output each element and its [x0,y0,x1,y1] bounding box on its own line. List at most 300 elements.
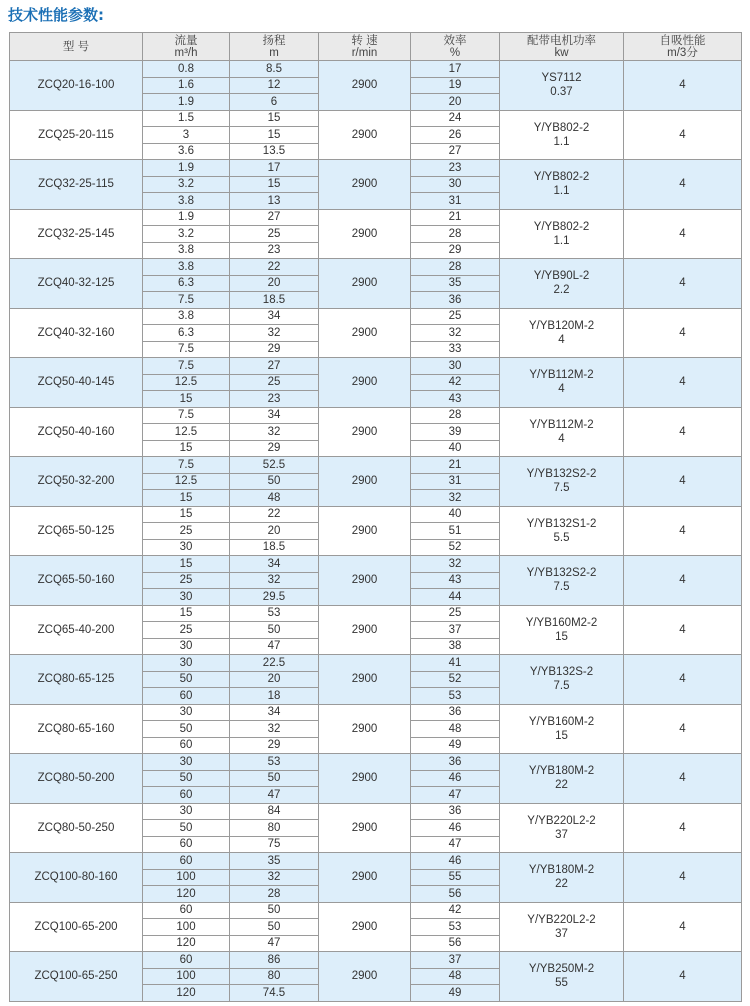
head-cell: 22 [230,259,319,276]
motor-power: 22 [555,779,568,792]
speed-cell: 2900 [319,902,411,952]
motor-cell [500,605,624,655]
flow-cell: 100 [143,919,230,936]
header-head-label: 扬程 [262,34,286,47]
head-cell: 18.5 [230,539,319,556]
head-cell: 18 [230,688,319,705]
motor-model: Y/YB112M-2 [529,418,594,431]
speed-cell: 2900 [319,61,411,111]
head-cell: 32 [230,869,319,886]
flow-cell: 15 [143,556,230,573]
head-cell: 32 [230,424,319,441]
head-cell: 27 [230,358,319,375]
motor-model: Y/YB132S-2 [529,666,594,679]
suction-cell: 4 [624,902,742,952]
efficiency-cell: 39 [411,424,500,441]
flow-cell: 50 [143,671,230,688]
model-cell: ZCQ65-40-200 [10,605,143,655]
model-cell: ZCQ25-20-115 [10,110,143,160]
head-cell: 47 [230,787,319,804]
efficiency-cell: 53 [411,919,500,936]
flow-cell: 1.5 [143,110,230,127]
flow-cell: 60 [143,952,230,969]
head-cell: 17 [230,160,319,177]
motor-model: Y/YB802-2 [533,220,590,233]
motor-power: 2.2 [553,284,570,297]
motor-cell [500,754,624,804]
table-row [10,605,742,622]
flow-cell: 60 [143,787,230,804]
head-cell: 23 [230,242,319,259]
model-cell: ZCQ32-25-145 [10,209,143,259]
motor-power: 55 [555,977,568,990]
head-cell: 22 [230,506,319,523]
efficiency-cell: 32 [411,556,500,573]
head-cell: 34 [230,704,319,721]
flow-cell: 7.5 [143,358,230,375]
motor-model: Y/YB220L2-2 [527,814,596,827]
flow-cell: 1.9 [143,209,230,226]
efficiency-cell: 55 [411,869,500,886]
head-cell: 15 [230,110,319,127]
motor-model: YS7112 [541,72,582,85]
suction-cell: 4 [624,407,742,457]
model-cell: ZCQ80-65-160 [10,704,143,754]
suction-cell: 4 [624,853,742,903]
efficiency-cell: 26 [411,127,500,144]
table-row [10,506,742,523]
speed-cell: 2900 [319,358,411,408]
header-motor [500,33,624,61]
efficiency-cell: 31 [411,473,500,490]
header-suction-label: 自吸性能 [659,34,706,47]
model-cell: ZCQ50-40-145 [10,358,143,408]
flow-cell: 30 [143,803,230,820]
flow-cell: 30 [143,754,230,771]
efficiency-cell: 47 [411,836,500,853]
flow-cell: 60 [143,836,230,853]
head-cell: 32 [230,721,319,738]
model-cell: ZCQ80-50-200 [10,754,143,804]
head-cell: 50 [230,902,319,919]
header-speed [319,33,411,61]
speed-cell: 2900 [319,308,411,358]
motor-cell [500,457,624,507]
speed-cell: 2900 [319,160,411,210]
flow-cell: 6.3 [143,275,230,292]
flow-cell: 15 [143,391,230,408]
efficiency-cell: 49 [411,737,500,754]
head-cell: 25 [230,226,319,243]
header-head [230,33,319,61]
head-cell: 29 [230,440,319,457]
head-cell: 27 [230,209,319,226]
motor-model: Y/YB132S2-2 [526,567,597,580]
head-cell: 74.5 [230,985,319,1002]
head-cell: 20 [230,671,319,688]
flow-cell: 3 [143,127,230,144]
model-cell: ZCQ65-50-125 [10,506,143,556]
model-cell: ZCQ50-40-160 [10,407,143,457]
head-cell: 29 [230,737,319,754]
flow-cell: 7.5 [143,341,230,358]
motor-power: 7.5 [553,680,570,693]
model-cell: ZCQ80-65-125 [10,655,143,705]
head-cell: 53 [230,754,319,771]
header-flow [143,33,230,61]
head-cell: 22.5 [230,655,319,672]
head-cell: 52.5 [230,457,319,474]
motor-model: Y/YB180M-2 [528,765,595,778]
efficiency-cell: 37 [411,952,500,969]
head-cell: 15 [230,127,319,144]
table-row [10,754,742,771]
head-cell: 13.5 [230,143,319,160]
flow-cell: 25 [143,572,230,589]
flow-cell: 7.5 [143,292,230,309]
efficiency-cell: 52 [411,671,500,688]
suction-cell: 4 [624,308,742,358]
motor-model: Y/YB802-2 [533,121,590,134]
head-cell: 84 [230,803,319,820]
suction-cell: 4 [624,506,742,556]
motor-cell [500,259,624,309]
head-cell: 86 [230,952,319,969]
efficiency-cell: 30 [411,358,500,375]
head-cell: 13 [230,193,319,210]
flow-cell: 15 [143,440,230,457]
flow-cell: 30 [143,539,230,556]
flow-cell: 1.9 [143,160,230,177]
head-cell: 20 [230,275,319,292]
motor-cell [500,308,624,358]
flow-cell: 120 [143,985,230,1002]
table-row [10,110,742,127]
speed-cell: 2900 [319,506,411,556]
motor-power: 37 [555,828,568,841]
flow-cell: 15 [143,506,230,523]
efficiency-cell: 29 [411,242,500,259]
speed-cell: 2900 [319,457,411,507]
head-cell: 18.5 [230,292,319,309]
efficiency-cell: 21 [411,457,500,474]
motor-power: 37 [555,927,568,940]
motor-power: 15 [555,630,568,643]
flow-cell: 25 [143,523,230,540]
suction-cell: 4 [624,259,742,309]
efficiency-cell: 28 [411,259,500,276]
efficiency-cell: 40 [411,506,500,523]
header-efficiency-unit: % [449,46,461,59]
table-row [10,259,742,276]
efficiency-cell: 42 [411,902,500,919]
head-cell: 50 [230,622,319,639]
efficiency-cell: 32 [411,490,500,507]
head-cell: 20 [230,523,319,540]
efficiency-cell: 41 [411,655,500,672]
flow-cell: 30 [143,638,230,655]
head-cell: 25 [230,374,319,391]
motor-cell [500,61,624,111]
motor-cell [500,803,624,853]
flow-cell: 12.5 [143,424,230,441]
flow-cell: 15 [143,490,230,507]
speed-cell: 2900 [319,704,411,754]
flow-cell: 60 [143,737,230,754]
efficiency-cell: 25 [411,605,500,622]
motor-power: 7.5 [553,581,570,594]
suction-cell: 4 [624,358,742,408]
table-row [10,457,742,474]
head-cell: 50 [230,919,319,936]
efficiency-cell: 43 [411,391,500,408]
flow-cell: 3.6 [143,143,230,160]
motor-power: 4 [558,383,565,396]
suction-cell: 4 [624,160,742,210]
head-cell: 75 [230,836,319,853]
efficiency-cell: 53 [411,688,500,705]
motor-cell [500,209,624,259]
motor-model: Y/YB220L2-2 [527,913,596,926]
efficiency-cell: 43 [411,572,500,589]
flow-cell: 60 [143,688,230,705]
flow-cell: 3.2 [143,226,230,243]
motor-model: Y/YB132S1-2 [526,517,597,530]
motor-power: 0.37 [550,86,573,99]
header-model [10,33,143,61]
motor-model: Y/YB250M-2 [528,963,595,976]
head-cell: 47 [230,638,319,655]
speed-cell: 2900 [319,655,411,705]
model-cell: ZCQ80-50-250 [10,803,143,853]
efficiency-cell: 32 [411,325,500,342]
speed-cell: 2900 [319,209,411,259]
motor-cell [500,952,624,1002]
motor-power: 4 [558,333,565,346]
head-cell: 32 [230,572,319,589]
flow-cell: 7.5 [143,407,230,424]
motor-model: Y/YB160M2-2 [525,616,598,629]
motor-model: Y/YB802-2 [533,171,590,184]
motor-power: 7.5 [553,482,570,495]
head-cell: 32 [230,325,319,342]
flow-cell: 50 [143,820,230,837]
head-cell: 12 [230,77,319,94]
flow-cell: 3.2 [143,176,230,193]
efficiency-cell: 25 [411,308,500,325]
head-cell: 80 [230,968,319,985]
suction-cell: 4 [624,209,742,259]
efficiency-cell: 38 [411,638,500,655]
motor-cell [500,704,624,754]
efficiency-cell: 37 [411,622,500,639]
efficiency-cell: 19 [411,77,500,94]
model-cell: ZCQ32-25-115 [10,160,143,210]
efficiency-cell: 36 [411,803,500,820]
flow-cell: 0.8 [143,61,230,78]
model-cell: ZCQ50-32-200 [10,457,143,507]
suction-cell: 4 [624,704,742,754]
speed-cell: 2900 [319,803,411,853]
flow-cell: 1.9 [143,94,230,111]
head-cell: 6 [230,94,319,111]
efficiency-cell: 46 [411,853,500,870]
flow-cell: 12.5 [143,374,230,391]
suction-cell: 4 [624,61,742,111]
header-suction [624,33,742,61]
head-cell: 34 [230,556,319,573]
speed-cell: 2900 [319,110,411,160]
motor-cell [500,853,624,903]
flow-cell: 3.8 [143,242,230,259]
flow-cell: 3.8 [143,308,230,325]
motor-cell [500,160,624,210]
table-row [10,902,742,919]
table-row [10,952,742,969]
table-row [10,803,742,820]
motor-power: 22 [555,878,568,891]
motor-cell [500,358,624,408]
head-cell: 34 [230,308,319,325]
table-row [10,61,742,78]
motor-power: 1.1 [553,135,570,148]
motor-power: 1.1 [553,185,570,198]
motor-power: 15 [555,729,568,742]
motor-model: Y/YB160M-2 [528,715,595,728]
motor-model: Y/YB120M-2 [528,319,595,332]
motor-model: Y/YB180M-2 [528,864,595,877]
efficiency-cell: 51 [411,523,500,540]
header-flow-label: 流量 [174,34,198,47]
header-efficiency-label: 效率 [443,34,467,47]
model-cell: ZCQ100-65-200 [10,902,143,952]
motor-model: Y/YB90L-2 [533,270,590,283]
table-body [10,61,742,1002]
flow-cell: 3.8 [143,259,230,276]
head-cell: 80 [230,820,319,837]
head-cell: 29.5 [230,589,319,606]
header-motor-label: 配带电机功率 [527,34,596,47]
table-row [10,407,742,424]
motor-cell [500,655,624,705]
head-cell: 34 [230,407,319,424]
speed-cell: 2900 [319,259,411,309]
efficiency-cell: 23 [411,160,500,177]
header-flow-unit: m³/h [174,46,198,59]
table-row [10,556,742,573]
flow-cell: 7.5 [143,457,230,474]
efficiency-cell: 24 [411,110,500,127]
motor-cell [500,407,624,457]
speed-cell: 2900 [319,556,411,606]
efficiency-cell: 46 [411,820,500,837]
table-row [10,853,742,870]
efficiency-cell: 52 [411,539,500,556]
efficiency-cell: 21 [411,209,500,226]
efficiency-cell: 36 [411,754,500,771]
header-suction-unit: m/3分 [667,46,698,59]
efficiency-cell: 46 [411,770,500,787]
motor-cell [500,902,624,952]
model-cell: ZCQ40-32-125 [10,259,143,309]
header-speed-unit: r/min [351,46,378,59]
efficiency-cell: 36 [411,704,500,721]
table-row [10,655,742,672]
efficiency-cell: 42 [411,374,500,391]
model-cell: ZCQ65-50-160 [10,556,143,606]
head-cell: 8.5 [230,61,319,78]
suction-cell: 4 [624,605,742,655]
head-cell: 50 [230,770,319,787]
spec-table [9,32,742,1002]
model-cell: ZCQ100-65-250 [10,952,143,1002]
flow-cell: 15 [143,605,230,622]
motor-cell [500,110,624,160]
efficiency-cell: 56 [411,886,500,903]
motor-power: 4 [558,432,565,445]
efficiency-cell: 17 [411,61,500,78]
speed-cell: 2900 [319,605,411,655]
head-cell: 50 [230,473,319,490]
suction-cell: 4 [624,110,742,160]
flow-cell: 120 [143,886,230,903]
table-header [10,33,742,61]
flow-cell: 1.6 [143,77,230,94]
flow-cell: 30 [143,704,230,721]
header-motor-unit: kw [554,46,569,59]
flow-cell: 30 [143,655,230,672]
efficiency-cell: 31 [411,193,500,210]
efficiency-cell: 48 [411,968,500,985]
header-row [10,33,742,61]
head-cell: 23 [230,391,319,408]
efficiency-cell: 44 [411,589,500,606]
table-row [10,209,742,226]
flow-cell: 12.5 [143,473,230,490]
suction-cell: 4 [624,952,742,1002]
flow-cell: 100 [143,869,230,886]
flow-cell: 120 [143,935,230,952]
head-cell: 35 [230,853,319,870]
efficiency-cell: 33 [411,341,500,358]
flow-cell: 60 [143,902,230,919]
flow-cell: 6.3 [143,325,230,342]
flow-cell: 50 [143,770,230,787]
table-row [10,358,742,375]
speed-cell: 2900 [319,407,411,457]
table-row [10,704,742,721]
efficiency-cell: 36 [411,292,500,309]
efficiency-cell: 56 [411,935,500,952]
suction-cell: 4 [624,754,742,804]
head-cell: 53 [230,605,319,622]
efficiency-cell: 48 [411,721,500,738]
header-speed-label: 转 速 [351,34,378,47]
motor-model: Y/YB132S2-2 [526,468,597,481]
motor-power: 1.1 [553,234,570,247]
efficiency-cell: 28 [411,226,500,243]
table-row [10,308,742,325]
flow-cell: 30 [143,589,230,606]
flow-cell: 60 [143,853,230,870]
efficiency-cell: 27 [411,143,500,160]
motor-cell [500,556,624,606]
efficiency-cell: 49 [411,985,500,1002]
speed-cell: 2900 [319,754,411,804]
head-cell: 48 [230,490,319,507]
head-cell: 29 [230,341,319,358]
flow-cell: 25 [143,622,230,639]
